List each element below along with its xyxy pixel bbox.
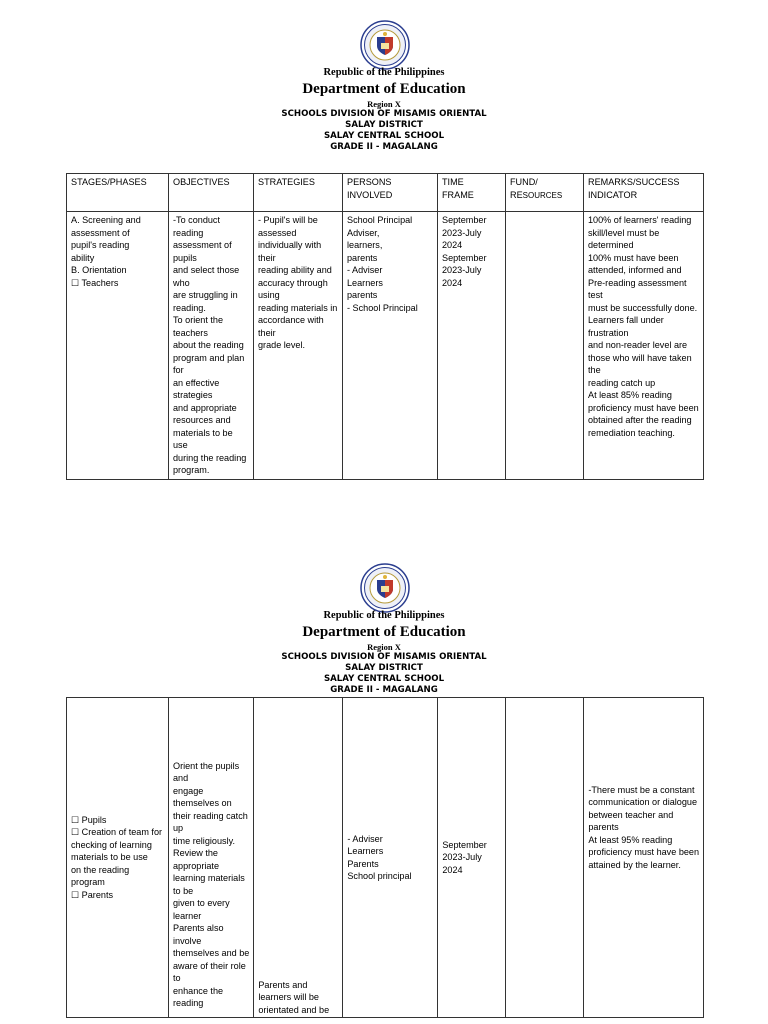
cell-objectives	[169, 698, 254, 1018]
header-time-frame: TIME FRAME	[438, 174, 506, 212]
cell-line: and appropriate	[173, 402, 237, 413]
cell-line: learners will be	[258, 992, 319, 1002]
cell-line: To orient the	[173, 315, 224, 325]
cell-line: - School Principal	[347, 302, 418, 313]
grade-line: GRADE II - MAGALANG	[330, 142, 438, 152]
cell-line: Learners	[347, 846, 384, 856]
cell-line: 2024	[442, 864, 463, 875]
cell-remarks	[584, 212, 704, 480]
cell-strategies	[254, 212, 343, 480]
division-line: SCHOOLS DIVISION OF MISAMIS ORIENTAL	[281, 109, 487, 119]
cell-line: engage	[173, 785, 204, 796]
cell-line: strategies	[173, 390, 213, 400]
cell-line: proficiency must have been	[588, 847, 700, 858]
cell-line: ability	[71, 252, 95, 263]
cell-line: School principal	[347, 871, 412, 881]
deped-seal-icon	[360, 20, 410, 70]
table-row	[67, 212, 704, 480]
cell-line: proficiency must have been	[588, 402, 699, 413]
cell-line: parents	[588, 822, 619, 833]
cell-line: their	[258, 327, 276, 338]
cell-line: Review the	[173, 848, 218, 858]
cell-fund	[506, 698, 584, 1018]
cell-line: Orient the pupils	[173, 760, 240, 771]
cell-line: themselves on	[173, 798, 232, 808]
cell-line: and	[173, 773, 189, 783]
cell-line: frustration	[588, 327, 629, 338]
cell-line: 2023-July	[442, 852, 482, 863]
cell-line: are struggling in	[173, 290, 238, 300]
cell-line: materials to be use	[71, 852, 148, 863]
department-title: Department of Education	[302, 624, 466, 640]
cell-line: between teacher and	[588, 809, 674, 820]
cell-line: involve	[173, 935, 202, 946]
cell-line: pupils	[173, 252, 197, 263]
cell-line: Adviser,	[347, 227, 380, 238]
cell-line: their	[258, 252, 276, 263]
cell-line: pupil's reading	[71, 240, 130, 250]
cell-line: individually with	[258, 240, 322, 250]
cell-remarks	[584, 698, 704, 1018]
cell-time-frame	[438, 698, 506, 1018]
cell-line: program	[71, 877, 105, 888]
cell-line: reading ability and	[258, 265, 332, 275]
region-line: Region X	[367, 99, 401, 109]
cell-line: orientated and be	[258, 1004, 330, 1015]
cell-line: Parents also	[173, 923, 224, 933]
cell-line: reading.	[173, 302, 206, 313]
district-line: SALAY DISTRICT	[345, 663, 423, 673]
cell-line: accordance with	[258, 315, 324, 325]
cell-line: ☐ Teachers	[71, 277, 119, 288]
table-header-row	[67, 174, 704, 212]
cell-line: assessed	[258, 227, 297, 238]
republic-line: Republic of the Philippines	[323, 67, 445, 78]
school-line: SALAY CENTRAL SCHOOL	[323, 131, 445, 141]
action-plan-table-page-1	[66, 173, 704, 480]
cell-stages	[67, 698, 169, 1018]
cell-line: those who will have taken	[588, 352, 692, 363]
cell-line: learning materials	[173, 873, 245, 883]
cell-line: and non-reader level are	[588, 340, 688, 350]
department-title: Department of Education	[302, 81, 466, 97]
cell-strategies	[254, 698, 343, 1018]
cell-persons	[343, 212, 438, 480]
cell-line: communication or dialogue	[588, 797, 698, 808]
school-line: SALAY CENTRAL SCHOOL	[323, 674, 445, 684]
cell-line: September	[442, 215, 487, 225]
header-strategies: STRATEGIES	[254, 174, 343, 212]
cell-line: test	[588, 290, 603, 300]
district-line: SALAY DISTRICT	[345, 120, 423, 130]
cell-line: for	[173, 365, 184, 375]
cell-line: - Adviser	[347, 833, 383, 844]
cell-line: -There must be a constant	[588, 784, 695, 795]
cell-line: program and plan	[173, 352, 245, 363]
cell-fund	[506, 212, 584, 480]
cell-line: Learners fall under	[588, 315, 664, 325]
cell-line: 2024	[442, 240, 463, 250]
cell-line: attended, informed and	[588, 265, 682, 275]
cell-line: School Principal	[347, 215, 413, 225]
cell-stages	[67, 212, 169, 480]
cell-line: attained by the learner.	[588, 859, 681, 870]
cell-line: use	[173, 440, 188, 450]
header-stages: STAGES/PHASES	[67, 174, 169, 212]
cell-line: reading catch up	[588, 377, 656, 388]
cell-line: - Adviser	[347, 265, 383, 275]
cell-line: time religiously.	[173, 835, 235, 846]
cell-line: materials to be	[173, 427, 233, 438]
cell-line: Learners	[347, 277, 383, 288]
cell-line: reading	[173, 227, 204, 238]
cell-line: reading	[173, 998, 204, 1008]
cell-line: reading materials in	[258, 302, 338, 313]
cell-line: -To conduct	[173, 215, 221, 225]
cell-line: to be	[173, 885, 194, 896]
cell-line: At least 85% reading	[588, 390, 672, 400]
cell-line: ☐ Parents	[71, 889, 114, 900]
cell-line: 100% of learners' reading	[588, 215, 692, 225]
header-fund: FUND/ RESOURCES	[506, 174, 584, 212]
cell-line: September	[442, 252, 487, 263]
cell-line: appropriate	[173, 860, 220, 871]
cell-line: learner	[173, 910, 202, 921]
cell-line: parents	[347, 252, 378, 263]
cell-line: enhance the	[173, 985, 224, 996]
cell-line: 2023-July	[442, 265, 482, 275]
cell-line: B. Orientation	[71, 265, 127, 275]
cell-line: skill/level must be	[588, 227, 660, 238]
cell-line: who	[173, 277, 190, 288]
cell-line: - Pupil's will be	[258, 215, 318, 225]
deped-seal-icon	[360, 563, 410, 613]
division-line: SCHOOLS DIVISION OF MISAMIS ORIENTAL	[281, 652, 487, 662]
republic-line: Republic of the Philippines	[323, 610, 445, 621]
cell-line: and select those	[173, 265, 240, 275]
table-row	[67, 698, 704, 1018]
cell-line: using	[258, 290, 280, 300]
cell-line: aware of their role	[173, 960, 246, 971]
cell-line: learners,	[347, 240, 383, 250]
header-persons: PERSONS INVOLVED	[343, 174, 438, 212]
cell-line: Parents and	[258, 979, 308, 990]
cell-objectives	[169, 212, 254, 480]
header-objectives: OBJECTIVES	[169, 174, 254, 212]
cell-line: A. Screening and	[71, 215, 141, 225]
grade-line: GRADE II - MAGALANG	[330, 685, 438, 695]
header-remarks: REMARKS/SUCCESS INDICATOR	[584, 174, 704, 212]
cell-line: an effective	[173, 377, 220, 388]
cell-line: ☐ Creation of team for	[71, 827, 163, 838]
cell-line: assessment of	[71, 227, 130, 238]
action-plan-table-page-2	[66, 697, 704, 1018]
cell-line: At least 95% reading	[588, 834, 673, 845]
cell-line: must be successfully done.	[588, 302, 698, 313]
cell-line: 100% must have been	[588, 252, 679, 263]
cell-line: given to every	[173, 898, 230, 908]
cell-line: during the reading	[173, 452, 247, 463]
cell-line: resources and	[173, 415, 231, 425]
cell-line: program.	[173, 465, 210, 475]
cell-line: 2024	[442, 277, 463, 288]
cell-line: remediation teaching.	[588, 427, 675, 438]
cell-line: assessment of	[173, 240, 232, 250]
cell-line: up	[173, 823, 184, 833]
cell-line: Pre-reading assessment	[588, 277, 687, 288]
cell-time-frame	[438, 212, 506, 480]
cell-line: their reading catch	[173, 810, 248, 821]
region-line: Region X	[367, 642, 401, 652]
cell-persons	[343, 698, 438, 1018]
cell-line: checking of learning	[71, 839, 152, 850]
cell-line: 2023-July	[442, 227, 482, 238]
cell-line: grade level.	[258, 340, 306, 350]
cell-line: teachers	[173, 327, 208, 338]
cell-line: determined	[588, 240, 634, 250]
cell-line: on the reading	[71, 864, 130, 875]
cell-line: Parents	[347, 858, 379, 869]
cell-line: about the reading	[173, 340, 244, 350]
cell-line: ☐ Pupils	[71, 814, 107, 825]
cell-line: September	[442, 839, 487, 850]
cell-line: themselves and be	[173, 948, 250, 958]
cell-line: accuracy through	[258, 277, 328, 288]
cell-line: the	[588, 365, 601, 375]
cell-line: to	[173, 973, 181, 983]
cell-line: obtained after the reading	[588, 415, 692, 425]
cell-line: parents	[347, 290, 378, 300]
